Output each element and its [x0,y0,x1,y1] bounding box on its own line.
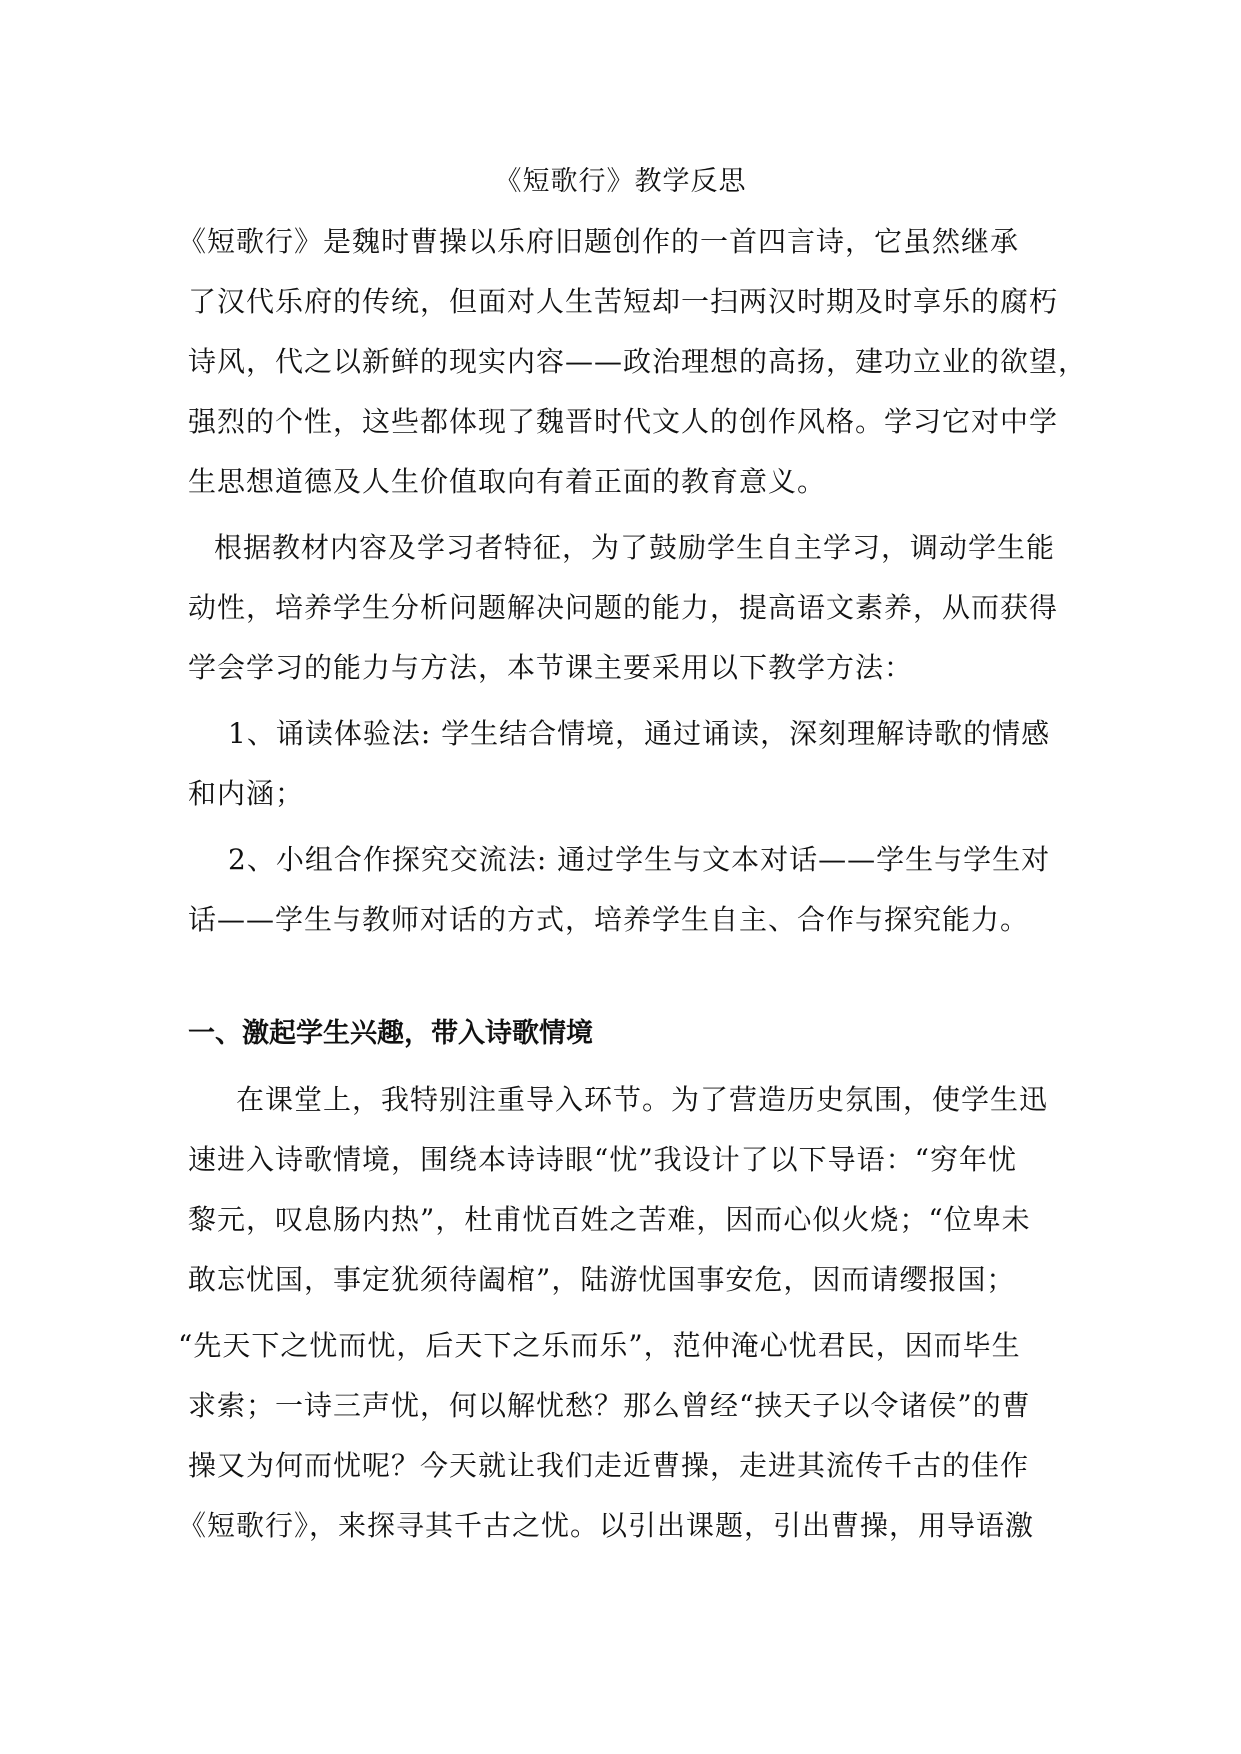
list-item-line: 2、小组合作探究交流法: 通过学生与文本对话——学生与学生对 [228,843,1051,876]
paragraph-line: “先天下之忧而忧，后天下之乐而乐”，范仲淹心忧君民，因而毕生 [178,1329,1021,1362]
paragraph-line: 学会学习的能力与方法，本节课主要采用以下教学方法： [188,651,914,684]
paragraph-line: 了汉代乐府的传统，但面对人生苦短却一扫两汉时期及时享乐的腐朽 [188,285,1059,318]
paragraph-line: 《短歌行》，来探寻其千古之忧。以引出课题，引出曹操，用导语激 [178,1509,1035,1542]
paragraph-line: 动性，培养学生分析问题解决问题的能力，提高语文素养，从而获得 [188,591,1059,624]
paragraph-line: 黎元，叹息肠内热”，杜甫忧百姓之苦难，因而心似火烧；“位卑未 [188,1203,1031,1236]
list-item-line: 话——学生与教师对话的方式，培养学生自主、合作与探究能力。 [188,903,1030,936]
paragraph-line: 敢忘忧国，事定犹须待阖棺”，陆游忧国事安危，因而请缨报国； [188,1263,1016,1296]
list-item-line: 1、诵读体验法: 学生结合情境，通过诵读，深刻理解诗歌的情感 [228,717,1051,750]
paragraph-line: 强烈的个性，这些都体现了魏晋时代文人的创作风格。学习它对中学 [188,405,1059,438]
paragraph-line: 根据教材内容及学习者特征，为了鼓励学生自主学习，调动学生能 [214,531,1056,564]
paragraph-line: 《短歌行》是魏时曹操以乐府旧题创作的一首四言诗，它虽然继承 [178,225,1020,258]
paragraph-line: 操又为何而忧呢？今天就让我们走近曹操，走进其流传千古的佳作 [188,1449,1030,1482]
section-heading: 一、激起学生兴趣，带入诗歌情境 [188,1018,593,1049]
paragraph-line: 生思想道德及人生价值取向有着正面的教育意义。 [188,465,827,498]
document-title: 《短歌行》教学反思 [494,166,747,197]
paragraph-line: 在课堂上，我特别注重导入环节。为了营造历史氛围，使学生迅 [236,1083,1049,1116]
paragraph-line: 速进入诗歌情境，围绕本诗诗眼“忧”我设计了以下导语：“穷年忧 [188,1143,1017,1176]
paragraph-line: 诗风，代之以新鲜的现实内容——政治理想的高扬，建功立业的欲望， [188,345,1088,378]
paragraph-line: 求索；一诗三声忧，何以解忧愁？那么曾经“挟天子以令诸侯”的曹 [188,1389,1031,1422]
list-item-line: 和内涵； [188,777,305,810]
